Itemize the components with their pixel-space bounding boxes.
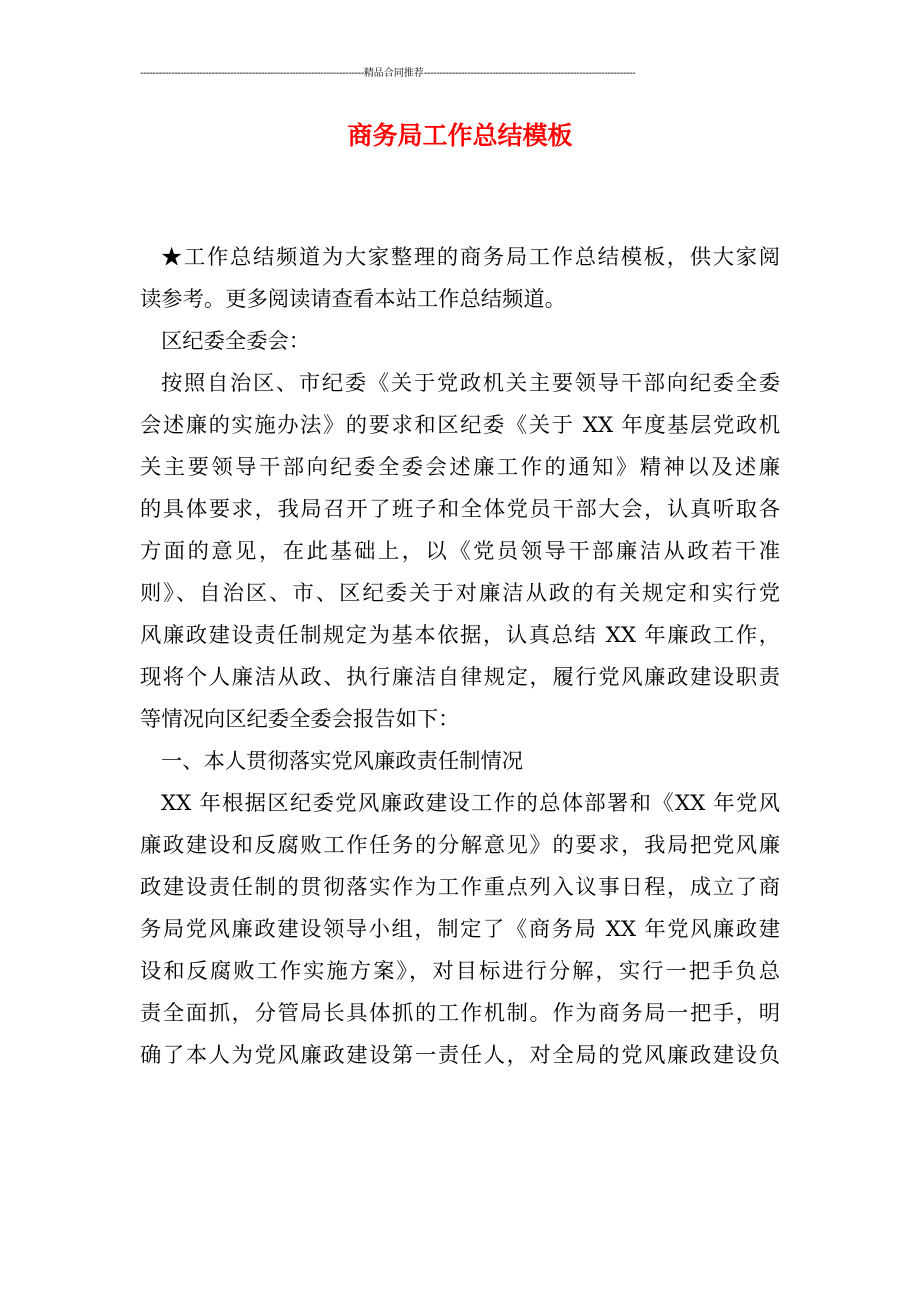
body-line: 确了本人为党风廉政建设第一责任人，对全局的党风廉政建设负 [140, 1043, 780, 1068]
body-line: 等情况向区纪委全委会报告如下： [140, 707, 460, 732]
body-line: 务局党风廉政建设领导小组，制定了《商务局 XX 年党风廉政建 [140, 917, 780, 942]
body-line: ★工作总结频道为大家整理的商务局工作总结模板，供大家阅 [161, 245, 780, 270]
body-line: 的具体要求，我局召开了班子和全体党员干部大会，认真听取各 [140, 497, 780, 522]
body-line: 设和反腐败工作实施方案》，对目标进行分解，实行一把手负总 [140, 959, 780, 984]
body-line: 按照自治区、市纪委《关于党政机关主要领导干部向纪委全委 [161, 371, 780, 396]
body-line: 区纪委全委会： [161, 329, 311, 354]
body-line: 一、本人贯彻落实党风廉政责任制情况 [161, 749, 524, 774]
body-line: XX 年根据区纪委党风廉政建设工作的总体部署和《XX 年党风 [161, 791, 780, 816]
header-right-dashes: -------------------------------------------------------------------- [423, 68, 636, 79]
header-left-dashes: ------------------------------------------------------------------------ [140, 68, 364, 79]
body-line: 会述廉的实施办法》的要求和区纪委《关于 XX 年度基层党政机 [140, 413, 780, 438]
body-line: 责全面抓，分管局长具体抓的工作机制。作为商务局一把手，明 [140, 1001, 780, 1026]
body-line: 风廉政建设责任制规定为基本依据，认真总结 XX 年廉政工作， [140, 623, 780, 648]
body-line: 方面的意见，在此基础上，以《党员领导干部廉洁从政若干准 [140, 539, 780, 564]
document-title: 商务局工作总结模板 [347, 121, 573, 150]
header-label: 精品合同推荐 [363, 68, 424, 79]
body-line: 关主要领导干部向纪委全委会述廉工作的通知》精神以及述廉 [140, 455, 780, 480]
page-header [140, 66, 736, 82]
body-line: 读参考。更多阅读请查看本站工作总结频道。 [140, 287, 566, 312]
body-line: 则》、自治区、市、区纪委关于对廉洁从政的有关规定和实行党 [140, 581, 780, 606]
body-line: 政建设责任制的贯彻落实作为工作重点列入议事日程，成立了商 [140, 875, 780, 900]
document-body [140, 237, 780, 1077]
body-line: 廉政建设和反腐败工作任务的分解意见》的要求，我局把党风廉 [140, 833, 780, 858]
body-line: 现将个人廉洁从政、执行廉洁自律规定，履行党风廉政建设职责 [140, 665, 780, 690]
